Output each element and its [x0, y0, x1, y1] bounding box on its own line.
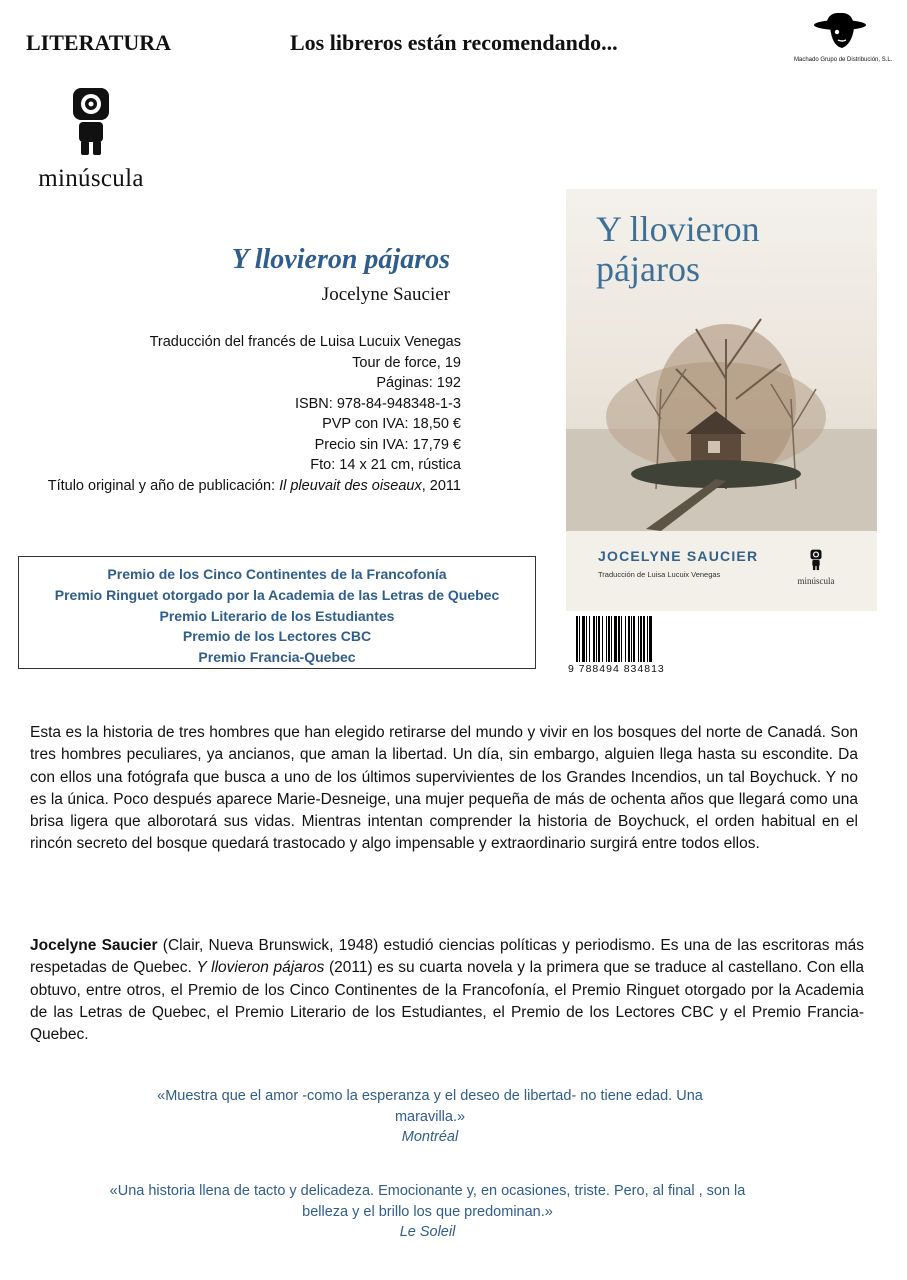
quote-text: «Muestra que el amor -como la esperanza y el deseo de libertad- no tiene edad. Una maravilla.»: [157, 1088, 703, 1125]
cover-title: [596, 209, 760, 289]
detail-original-prefix: Título original y año de publicación:: [47, 477, 280, 494]
awards-box: [18, 556, 536, 669]
book-cover: [566, 189, 877, 611]
publisher-figure-icon: [69, 86, 113, 158]
distributor-logo: [794, 10, 893, 64]
distributor-caption: Machado Grupo de Distribución, S.L.: [794, 57, 893, 63]
award-item: Premio Francia-Quebec: [198, 649, 356, 666]
detail-translation: Traducción del francés de Luisa Lucuix Venegas: [149, 334, 461, 350]
barcode: [568, 616, 696, 678]
publisher-figure-icon: [809, 549, 823, 571]
detail-pvp: PVP con IVA: 18,50 €: [322, 416, 461, 432]
detail-original-title: Il pleuvait des oiseaux: [279, 477, 422, 494]
bio-text-2: (2011) es su cuarta novela y la primera que se traduce al castellano. Con ella obtuvo, entre otros, el Premio de los Cinco Continentes de la Francofonía, el Premio Ringuet otorgado por la Academia de las Letras de Quebec, el Premio Literario de los Estudiantes, el Premio de los Lectores CBC y el Premio Francia-Quebec.: [30, 959, 864, 1044]
book-title: Y llovieron pájaros: [231, 244, 450, 275]
quote-source: Montréal: [401, 1129, 459, 1145]
detail-price-no-vat: Precio sin IVA: 17,79 €: [314, 436, 461, 453]
cover-publisher-logo: [796, 549, 836, 586]
detail-pages: Páginas: 192: [376, 375, 461, 391]
bio-book-title: Y llovieron pájaros: [196, 959, 325, 977]
author-bio-paragraph: [30, 935, 864, 1046]
barcode-bars: [568, 616, 696, 662]
barcode-digits: 9 788494 834813: [568, 663, 665, 675]
quote-text: «Una historia llena de tacto y delicadeza. Emocionante y, en ocasiones, triste. Pero, al final , son la belleza y el brillo los que predominan.»: [109, 1183, 746, 1220]
award-item: Premio de los Lectores CBC: [182, 628, 372, 645]
award-item: Premio Literario de los Estudiantes: [159, 607, 395, 624]
book-author: Jocelyne Saucier: [321, 284, 450, 305]
detail-original-suffix: , 2011: [421, 477, 461, 494]
section-label: LITERATURA: [26, 30, 172, 55]
bio-text-1: (Clair, Nueva Brunswick, 1948) estudió ciencias políticas y periodismo. Es una de las escritoras más respetadas de Quebec.: [30, 937, 864, 977]
book-details: [20, 332, 461, 496]
quote-source: Le Soleil: [399, 1224, 456, 1240]
review-quote: [100, 1181, 755, 1243]
detail-isbn: ISBN: 978-84-948348-1-3: [294, 395, 461, 412]
review-quote: [130, 1086, 730, 1148]
publisher-name: minúscula: [38, 165, 144, 192]
cover-author: JOCELYNE SAUCIER: [598, 548, 759, 564]
award-item: Premio de los Cinco Continentes de la Francofonía: [107, 566, 447, 582]
bio-author-name: Jocelyne Saucier: [30, 937, 158, 954]
hat-man-icon: [810, 10, 870, 52]
cover-publisher-name: minúscula: [797, 576, 835, 586]
headline: Los libreros están recomendando...: [290, 30, 618, 55]
detail-format: Fto: 14 x 21 cm, rústica: [310, 457, 461, 473]
award-item: Premio Ringuet otorgado por la Academia de las Letras de Quebec: [54, 586, 500, 603]
detail-series: Tour de force, 19: [352, 354, 461, 371]
detail-original: [20, 476, 461, 497]
synopsis-paragraph: Esta es la historia de tres hombres que han elegido retirarse del mundo y vivir en los bosques del norte de Canadá. Son tres hombres peculiares, ya ancianos, que aman la libertad. Un día, sin embargo, alguien llega hasta su escondite. Da con ellos una fotógrafa que busca a uno de los últimos supervivientes de los Grandes Incendios, un tal Boychuck. Y no es la única. Poco después aparece Marie-Desneige, una mujer pequeña de más de ochenta años que llegará como una brisa ligera que alborotará sus vidas. Mientras intentan comprender la historia de Boychuck, el orden habitual en el rincón secreto del bosque quedará trastocado y algo impensable y extraordinario surgirá entre todos ellos.: [30, 724, 858, 853]
cover-title-line1: Y llovieron: [596, 209, 760, 249]
publisher-logo: [26, 86, 156, 193]
cover-title-line2: pájaros: [596, 249, 700, 289]
cover-translation: Traducción de Luisa Lucuix Venegas: [598, 570, 721, 579]
